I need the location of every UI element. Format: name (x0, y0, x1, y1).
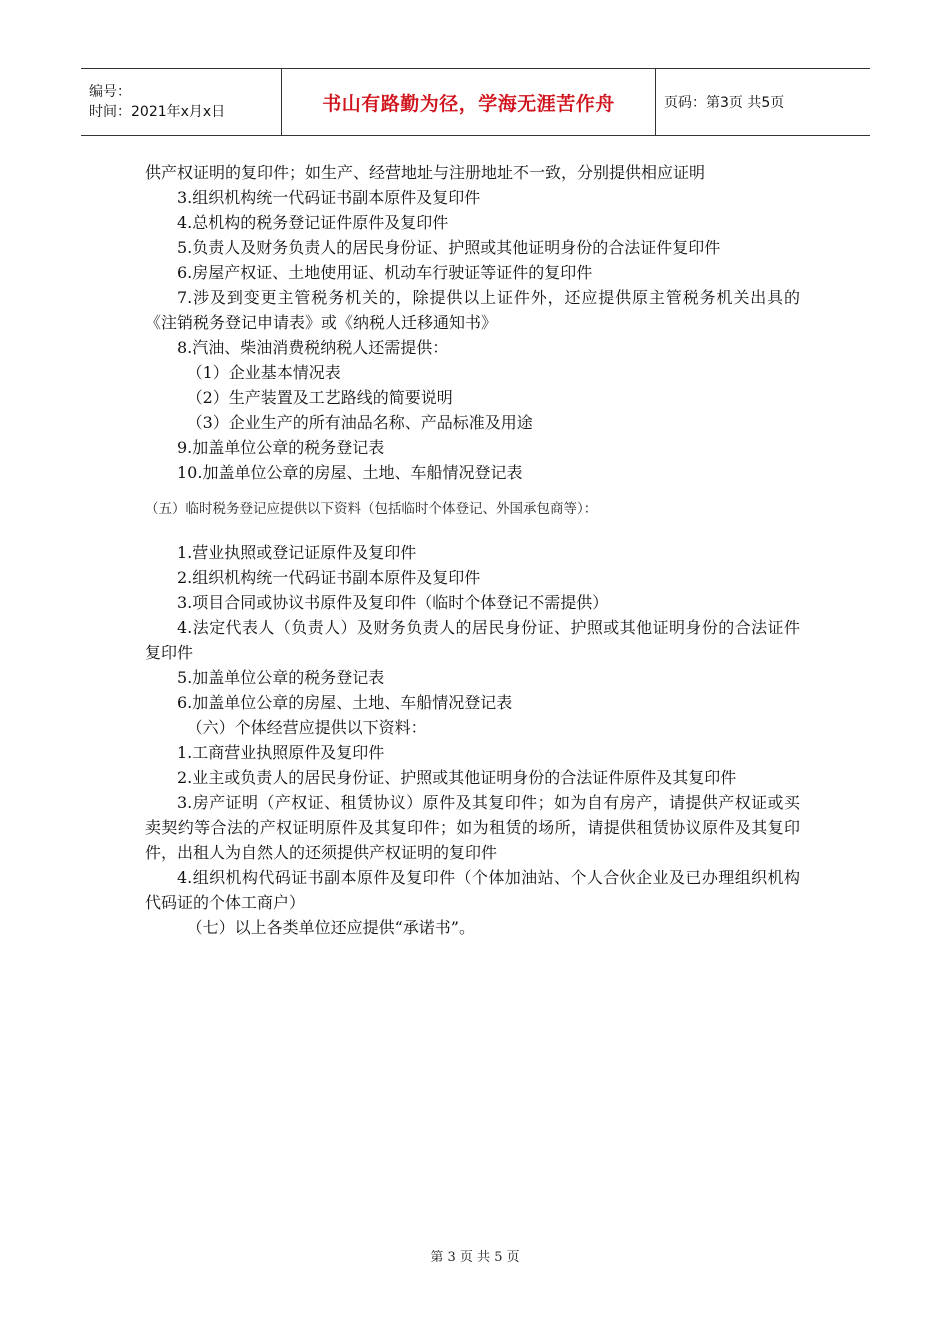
header-meta (81, 69, 281, 135)
list-item: 8.汽油、柴油消费税纳税人还需提供： (177, 338, 449, 357)
document-header (81, 68, 870, 136)
page-footer: 第 3 页 共 5 页 (430, 1250, 520, 1265)
list-item: 9.加盖单位公章的税务登记表 (177, 438, 385, 457)
list-item: 5.加盖单位公章的税务登记表 (177, 668, 385, 687)
list-item: 4.组织机构代码证书副本原件及复印件（个体加油站、个人合伙企业及已办理组织机构代码证的个体工商户） (145, 868, 800, 912)
list-item: 7.涉及到变更主管税务机关的，除提供以上证件外，还应提供原主管税务机关出具的《注销税务登记申请表》或《纳税人迁移通知书》 (145, 288, 800, 332)
list-item: 1.营业执照或登记证原件及复印件 (177, 543, 417, 562)
list-item: 3.房产证明（产权证、租赁协议）原件及其复印件；如为自有房产，请提供产权证或买卖契约等合法的产权证明原件及其复印件；如为租赁的场所，请提供租赁协议原件及其复印件，出租人为自然人的还须提供产权证明的复印件 (145, 793, 800, 862)
document-number-label: 编号： (89, 84, 131, 100)
document-body (145, 160, 800, 940)
sub-list-item: （2）生产装置及工艺路线的简要说明 (186, 388, 453, 407)
list-item: 2.组织机构统一代码证书副本原件及复印件 (177, 568, 481, 587)
paragraph: 供产权证明的复印件；如生产、经营地址与注册地址不一致，分别提供相应证明 (145, 163, 706, 182)
section-heading: （五）临时税务登记应提供以下资料（包括临时个体登记、外国承包商等）： (145, 501, 598, 517)
header-page-number: 页码：第3页 共5页 (664, 95, 785, 111)
list-item: 3.项目合同或协议书原件及复印件（临时个体登记不需提供） (177, 593, 609, 612)
document-date-label: 时间：2021年x月x日 (89, 104, 226, 120)
list-item: 6.房屋产权证、土地使用证、机动车行驶证等证件的复印件 (177, 263, 593, 282)
list-item: 1.工商营业执照原件及复印件 (177, 743, 385, 762)
header-motto: 书山有路勤为径，学海无涯苦作舟 (281, 69, 656, 135)
list-item: 6.加盖单位公章的房屋、土地、车船情况登记表 (177, 693, 513, 712)
section-heading: （七）以上各类单位还应提供“承诺书”。 (186, 918, 475, 937)
sub-list-item: （3）企业生产的所有油品名称、产品标准及用途 (186, 413, 533, 432)
list-item: 4.法定代表人（负责人）及财务负责人的居民身份证、护照或其他证明身份的合法证件复印件 (145, 618, 800, 662)
list-item: 4.总机构的税务登记证件原件及复印件 (177, 213, 449, 232)
list-item: 5.负责人及财务负责人的居民身份证、护照或其他证明身份的合法证件复印件 (177, 238, 721, 257)
section-heading: （六）个体经营应提供以下资料： (186, 718, 427, 737)
list-item: 10.加盖单位公章的房屋、土地、车船情况登记表 (177, 463, 523, 482)
list-item: 2.业主或负责人的居民身份证、护照或其他证明身份的合法证件原件及其复印件 (177, 768, 737, 787)
sub-list-item: （1）企业基本情况表 (186, 363, 341, 382)
list-item: 3.组织机构统一代码证书副本原件及复印件 (177, 188, 481, 207)
